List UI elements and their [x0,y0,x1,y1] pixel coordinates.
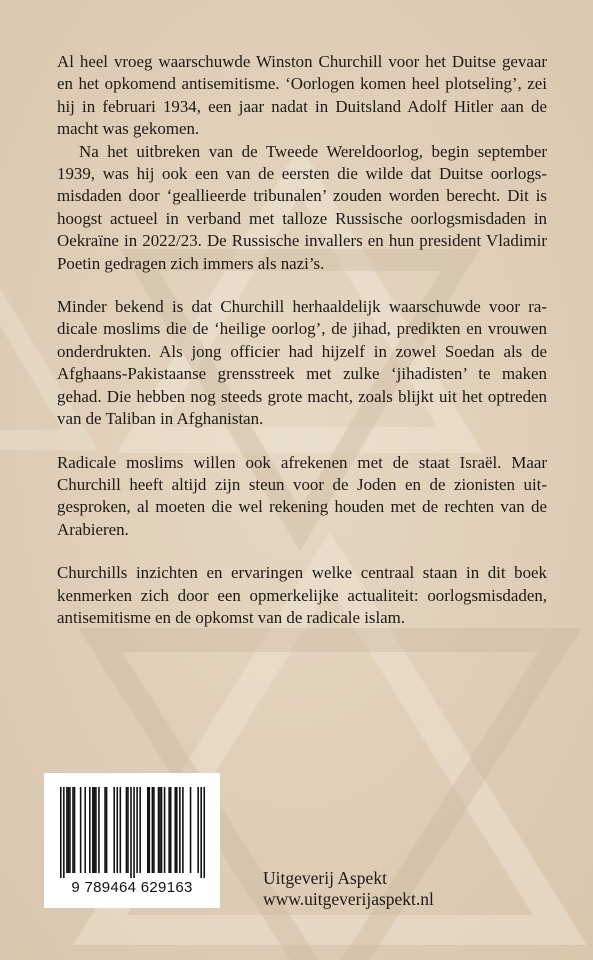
publisher-name: Uitgeverij Aspekt [263,868,387,888]
barcode-bar [152,787,154,873]
barcode-bar [68,787,70,873]
isbn-number: 9 789464 629163 [71,879,193,896]
barcode-icon [60,787,205,878]
barcode-bar [136,787,138,873]
barcode-bar [174,787,176,873]
barcode-bar [190,787,192,873]
paragraph-israel: Radicale moslims willen ook afrekenen met de staat Israël. Maar Churchill heeft altijd zijn steun voor de Joden en de zionisten uitgesproken, al moeten die wel rekening houden met de rechten van de Arabieren. [57,452,547,539]
isbn-barcode [44,773,220,908]
barcode-bar [139,787,141,873]
barcode-bar [120,787,122,873]
barcode-bar [104,787,106,873]
barcode-bar [182,787,184,873]
paragraph-churchill-warning: Al heel vroeg waarschuwde Winston Churchill voor het Duitse gevaar en het opkomend antisemitisme. ‘Oorlogen komen heel plotseling’, zei hij in februari 1934, een jaar nadat in Duitsland Adolf Hitler aan de macht was gekomen. [57,52,547,139]
barcode-bar [63,787,65,878]
barcode-bar [126,787,128,873]
barcode-bar [149,787,151,873]
barcode-bar [92,787,94,873]
barcode-bar [84,787,86,873]
barcode-bar [72,787,74,873]
barcode-bar [158,787,160,873]
barcode-bar [94,787,96,873]
barcode-bar [200,787,202,878]
barcode-bar [127,787,129,873]
publisher-block [263,868,434,910]
barcode-bar [179,787,181,873]
barcode-bar [60,787,62,878]
barcode-bar [161,787,163,873]
barcode-bar [130,787,132,878]
barcode-bar [113,787,115,873]
barcode-bar [74,787,76,873]
barcode-bar [147,787,149,873]
barcode-bar [116,787,118,873]
barcode-bar [164,787,166,873]
barcode-bar [133,787,135,878]
barcode-bar [69,787,71,873]
barcode-bar [98,787,100,873]
barcode-bar [106,787,108,873]
barcode-bar [168,787,170,873]
back-cover-text [57,51,547,629]
barcode-bar [95,787,97,873]
barcode-bar [153,787,155,873]
publisher-website[interactable]: www.uitgeverijaspekt.nl [263,889,434,909]
barcode-bar [176,787,178,873]
barcode-bar [197,787,199,873]
barcode-bar [170,787,172,873]
barcode-bar [203,787,205,878]
barcode-bar [80,787,82,873]
paragraph-radical-muslims: Minder bekend is dat Churchill herhaaldelijk waarschuwde voor radicale moslims die de ‘heilige oorlog’, de jihad, predikten en vrouwen onderdrukten. Als jong officier had hijzelf in zowel Soedan als de Afghaans-Pakistaanse grensstreek met zulke ‘jihadisten’ te maken gehad. Die hebben nog steeds grote macht, zoals blijkt uit het optreden van de Taliban in Afghanistan. [57,297,547,429]
paragraph-war-crimes: Na het uitbreken van de Tweede Wereldoorlog, begin september 1939, was hij ook een van de eersten die wilde dat Duitse oorlogsmisdaden door ‘geallieerde tribunalen’ zouden worden berecht. Dit is hoogst actueel in verband met talloze Russische oorlogsmisdaden in Oekraïne in 2022/23. De Russische invallers en hun president Vladimir Poetin gedragen zich immers als nazi’s. [57,141,547,273]
barcode-bar [159,787,161,873]
barcode-bar [89,787,91,873]
barcode-bar [66,787,68,873]
paragraph-insights: Churchills inzichten en ervaringen welke centraal staan in dit boek kenmerken zich door een opmerkelijke actualiteit: oorlogsmisdaden, antisemitisme en de opkomst van de radicale islam. [57,563,547,627]
